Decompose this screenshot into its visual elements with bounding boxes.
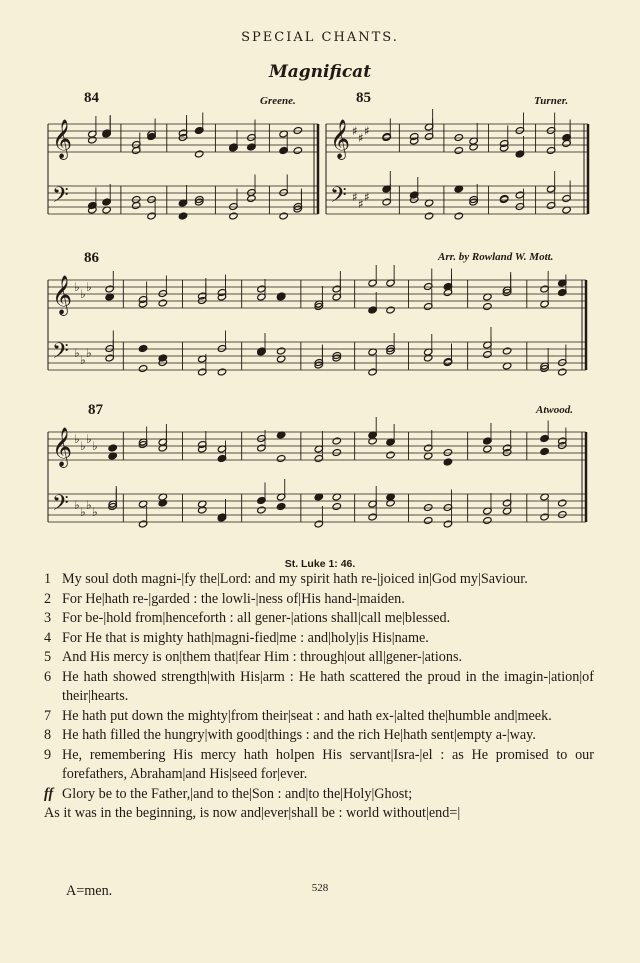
verse-text: For be-|hold from|henceforth : all gener-|ations shall|call me|blessed. xyxy=(62,610,451,626)
note-head xyxy=(131,202,140,210)
treble-clef-icon: 𝄞 xyxy=(52,119,73,159)
note-head xyxy=(443,449,452,457)
music-system-84 xyxy=(48,110,318,240)
key-signature-icon: ♭ xyxy=(80,439,86,453)
note-head xyxy=(108,444,117,452)
page-number: 528 xyxy=(311,882,329,894)
note-head xyxy=(158,499,167,507)
amen: A=men. xyxy=(66,883,113,899)
note-head xyxy=(386,306,395,314)
bass-clef-icon: 𝄢 xyxy=(330,183,347,213)
verse-text: He hath filled the hungry|with good|things : and the rich He|hath sent|empty a-|way. xyxy=(62,727,536,743)
verse-number: 2 xyxy=(44,590,52,607)
key-signature-icon: ♭ xyxy=(86,346,92,360)
key-signature-icon: ♭ xyxy=(86,498,92,512)
key-signature-icon: ♭ xyxy=(92,505,98,519)
note-head xyxy=(158,299,167,307)
note-head xyxy=(276,455,285,463)
verse-number: 3 xyxy=(44,610,52,626)
verse-text: He, remembering His mercy hath holpen His servant|Isra-|el : as He promised to our forefathers, Abraham|and His|seed for|ever. xyxy=(62,746,594,782)
note-head xyxy=(423,504,432,512)
note-head xyxy=(332,449,341,457)
key-signature-icon: ♭ xyxy=(92,439,98,453)
chant-title: Magnificat xyxy=(268,62,372,82)
key-signature-icon: ♯ xyxy=(352,124,358,138)
chant-number-85: 85 xyxy=(356,90,371,106)
note-head xyxy=(229,212,238,220)
key-signature-icon: ♯ xyxy=(358,131,364,145)
note-head xyxy=(386,499,395,507)
note-head xyxy=(558,368,567,376)
key-signature-icon: ♯ xyxy=(364,124,370,138)
composer-87: Atwood. xyxy=(536,404,573,416)
composer-85: Turner. xyxy=(534,95,569,107)
key-signature-icon: ♯ xyxy=(352,190,358,204)
verse-text: My soul doth magni-|fy the|Lord: and my spirit hath re-|joiced in|God my|Saviour. xyxy=(62,571,528,587)
page-heading: SPECIAL CHANTS. xyxy=(241,30,399,45)
verse-text: And His mercy is on|them that|fear Him : through|out all|gener-|ations. xyxy=(62,649,463,665)
key-signature-icon: ♭ xyxy=(86,280,92,294)
key-signature-icon: ♭ xyxy=(74,346,80,360)
verses-list xyxy=(44,570,594,824)
key-signature-icon: ♭ xyxy=(74,432,80,446)
note-head xyxy=(88,136,97,144)
chant-number-86: 86 xyxy=(84,250,99,266)
note-head xyxy=(178,212,187,220)
verse xyxy=(44,668,594,707)
note-head xyxy=(469,143,478,151)
note-head xyxy=(293,127,302,135)
note-head xyxy=(424,212,433,220)
note-head xyxy=(443,458,452,466)
treble-clef-icon: 𝄞 xyxy=(330,119,351,159)
verse xyxy=(44,804,594,824)
music-system-86 xyxy=(48,266,586,396)
verse-text: For He that is mighty hath|magni-fied|me : and|holy|is His|name. xyxy=(62,629,429,646)
note-head xyxy=(423,517,432,525)
chant-number-87: 87 xyxy=(88,402,103,418)
note-head xyxy=(540,448,549,456)
note-head xyxy=(198,506,207,514)
bass-clef-icon: 𝄢 xyxy=(52,183,69,213)
treble-clef-icon: 𝄞 xyxy=(52,427,73,467)
dynamic-marking: ff xyxy=(44,785,54,802)
composer-84: Greene. xyxy=(260,95,296,107)
note-head xyxy=(502,347,511,355)
chant-number-84: 84 xyxy=(84,90,99,106)
key-signature-icon: ♭ xyxy=(80,287,86,301)
verse-number: 1 xyxy=(44,571,52,587)
note-head xyxy=(138,345,147,353)
verse-number: 4 xyxy=(44,629,52,646)
music-system-85 xyxy=(326,110,588,240)
verse-text: He hath put down the mighty|from their|seat : and hath ex-|alted the|humble and|meek. xyxy=(62,707,552,724)
key-signature-icon: ♭ xyxy=(80,505,86,519)
note-head xyxy=(279,212,288,220)
note-head xyxy=(454,134,463,142)
verse xyxy=(44,570,594,590)
verse xyxy=(44,785,594,805)
verse xyxy=(44,707,594,727)
verse-number: 8 xyxy=(44,727,52,743)
note-head xyxy=(138,365,147,373)
key-signature-icon: ♭ xyxy=(80,353,86,367)
verse xyxy=(44,629,594,649)
note-head xyxy=(257,506,266,514)
note-head xyxy=(276,503,285,511)
verse xyxy=(44,746,594,785)
bass-clef-icon: 𝄢 xyxy=(52,339,69,369)
note-head xyxy=(368,437,377,445)
note-head xyxy=(483,517,492,525)
treble-clef-icon: 𝄞 xyxy=(52,275,73,315)
verse xyxy=(44,648,594,668)
key-signature-icon: ♯ xyxy=(364,190,370,204)
verse-number: 5 xyxy=(44,649,52,665)
note-head xyxy=(454,212,463,220)
verse-text: He hath showed strength|with His|arm : He hath scattered the proud in the imagin-|ation|of their|hearts. xyxy=(62,668,594,704)
key-signature-icon: ♭ xyxy=(74,280,80,294)
note-head xyxy=(332,437,341,445)
composer-86: Arr. by Rowland W. Mott. xyxy=(438,251,554,263)
verse-text: As it was in the beginning, is now and|ever|shall be : world without|end=| xyxy=(44,805,461,821)
verse xyxy=(44,609,594,629)
verse xyxy=(44,590,594,610)
verse-text: For He|hath re-|garded : the lowli-|ness of|His hand-|maiden. xyxy=(62,590,405,607)
verse xyxy=(44,726,594,746)
note-head xyxy=(332,503,341,511)
verse-number: 9 xyxy=(44,746,52,763)
music-system-87 xyxy=(48,418,586,548)
note-head xyxy=(276,347,285,355)
note-head xyxy=(423,354,432,362)
key-signature-icon: ♭ xyxy=(74,498,80,512)
note-head xyxy=(483,303,492,311)
key-signature-icon: ♯ xyxy=(358,197,364,211)
note-head xyxy=(558,499,567,507)
scripture-source: St. Luke 1: 46. xyxy=(284,558,356,570)
note-head xyxy=(217,368,226,376)
note-head xyxy=(247,195,256,203)
verse-number: 6 xyxy=(44,668,52,685)
bass-clef-icon: 𝄢 xyxy=(52,491,69,521)
note-head xyxy=(293,147,302,155)
note-head xyxy=(558,511,567,519)
note-head xyxy=(454,147,463,155)
note-head xyxy=(194,150,203,158)
verse-number: 7 xyxy=(44,707,52,724)
key-signature-icon: ♭ xyxy=(86,432,92,446)
verse-text: Glory be to the Father,|and to the|Son : and|to the|Holy|Ghost; xyxy=(62,785,413,802)
note-head xyxy=(386,451,395,459)
